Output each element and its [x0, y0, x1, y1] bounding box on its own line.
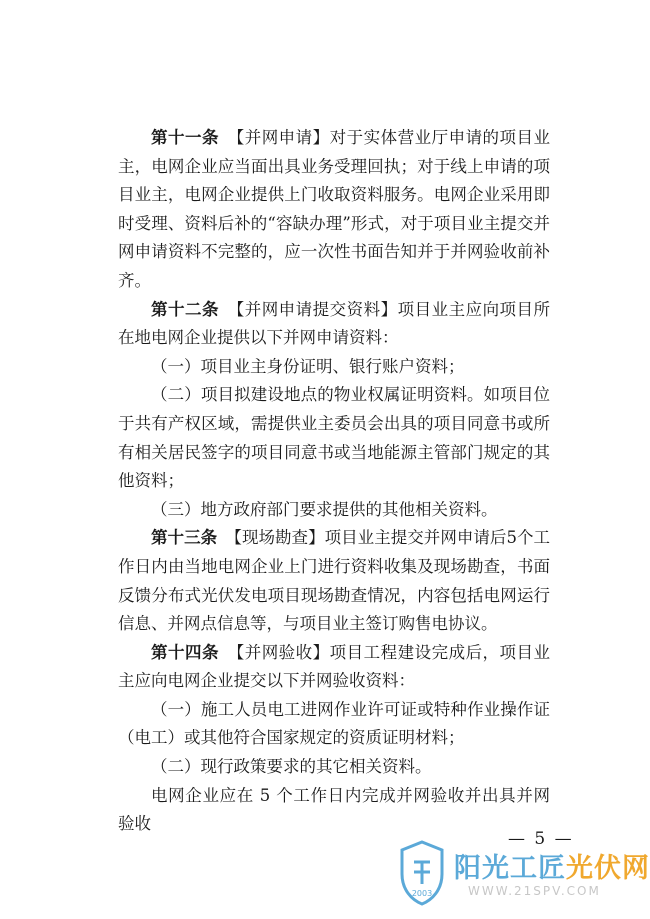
article-12-label: 第十二条 [151, 299, 219, 319]
article-14-item-2: （二）现行政策要求的其它相关资料。 [151, 757, 432, 777]
site-watermark [398, 838, 650, 910]
article-13-label: 第十三条 [151, 528, 218, 548]
article-14-title: 【并网验收】 [235, 642, 330, 662]
watermark-year: 2003 [411, 889, 433, 898]
article-14-label: 第十四条 [151, 642, 219, 662]
article-13-title: 【现场勘查】 [233, 528, 325, 548]
article-12 [118, 296, 550, 353]
article-12-item-1: （一）项目业主身份证明、银行账户资料； [151, 356, 465, 376]
article-12-item-2: （二）项目拟建设地点的物业权属证明资料。如项目位于共有产权区域，需提供业主委员会出具的项目同意书或所有相关居民签字的项目同意书或当地能源主管部门规定的其他资料； [118, 385, 550, 491]
watermark-title-part1: 阳光工匠 [454, 853, 566, 884]
article-11 [118, 124, 550, 296]
watermark-title-part2: 光伏网 [566, 853, 650, 884]
article-12-title: 【并网申请提交资料】 [235, 299, 398, 319]
article-14 [118, 639, 550, 696]
closing-paragraph: 电网企业应在 5 个工作日内完成并网验收并出具并网验收 [118, 785, 550, 834]
article-12-body: 项目业主应向项目所在地电网企业提供以下并网申请资料： [118, 299, 551, 348]
watermark-url: WWW.21SPV.COM [468, 884, 601, 898]
article-11-label: 第十一条 [151, 128, 219, 147]
document-body [118, 124, 550, 839]
article-14-item-1: （一）施工人员电工进网作业许可证或特种作业操作证（电工）或其他符合国家规定的资质证明材料； [118, 699, 550, 748]
article-13-body: 项目业主提交并网申请后5个工作日内由当地电网企业上门进行资料收集及现场勘查，书面反馈分布式光伏发电项目现场勘查情况，内容包括电网运行信息、并网点信息等，与项目业主签订购售电协议。 [118, 528, 550, 634]
article-11-title: 【并网申请】 [235, 128, 330, 147]
article-12-item-3: （三）地方政府部门要求提供的其他相关资料。 [151, 499, 498, 519]
article-13 [118, 524, 550, 638]
page-number: — 5 — [508, 829, 574, 849]
watermark-title [454, 846, 650, 885]
article-14-body: 项目工程建设完成后，项目业主应向电网企业提交以下并网验收资料： [118, 642, 551, 691]
shield-logo-icon [398, 840, 446, 906]
article-11-body: 对于实体营业厅申请的项目业主，电网企业应当面出具业务受理回执；对于线上申请的项目业主，电网企业提供上门收取资料服务。电网企业采用即时受理、资料后补的“容缺办理”形式，对于项目业主提交并网申请资料不完整的，应一次性书面告知并于并网验收前补齐。 [118, 128, 551, 290]
